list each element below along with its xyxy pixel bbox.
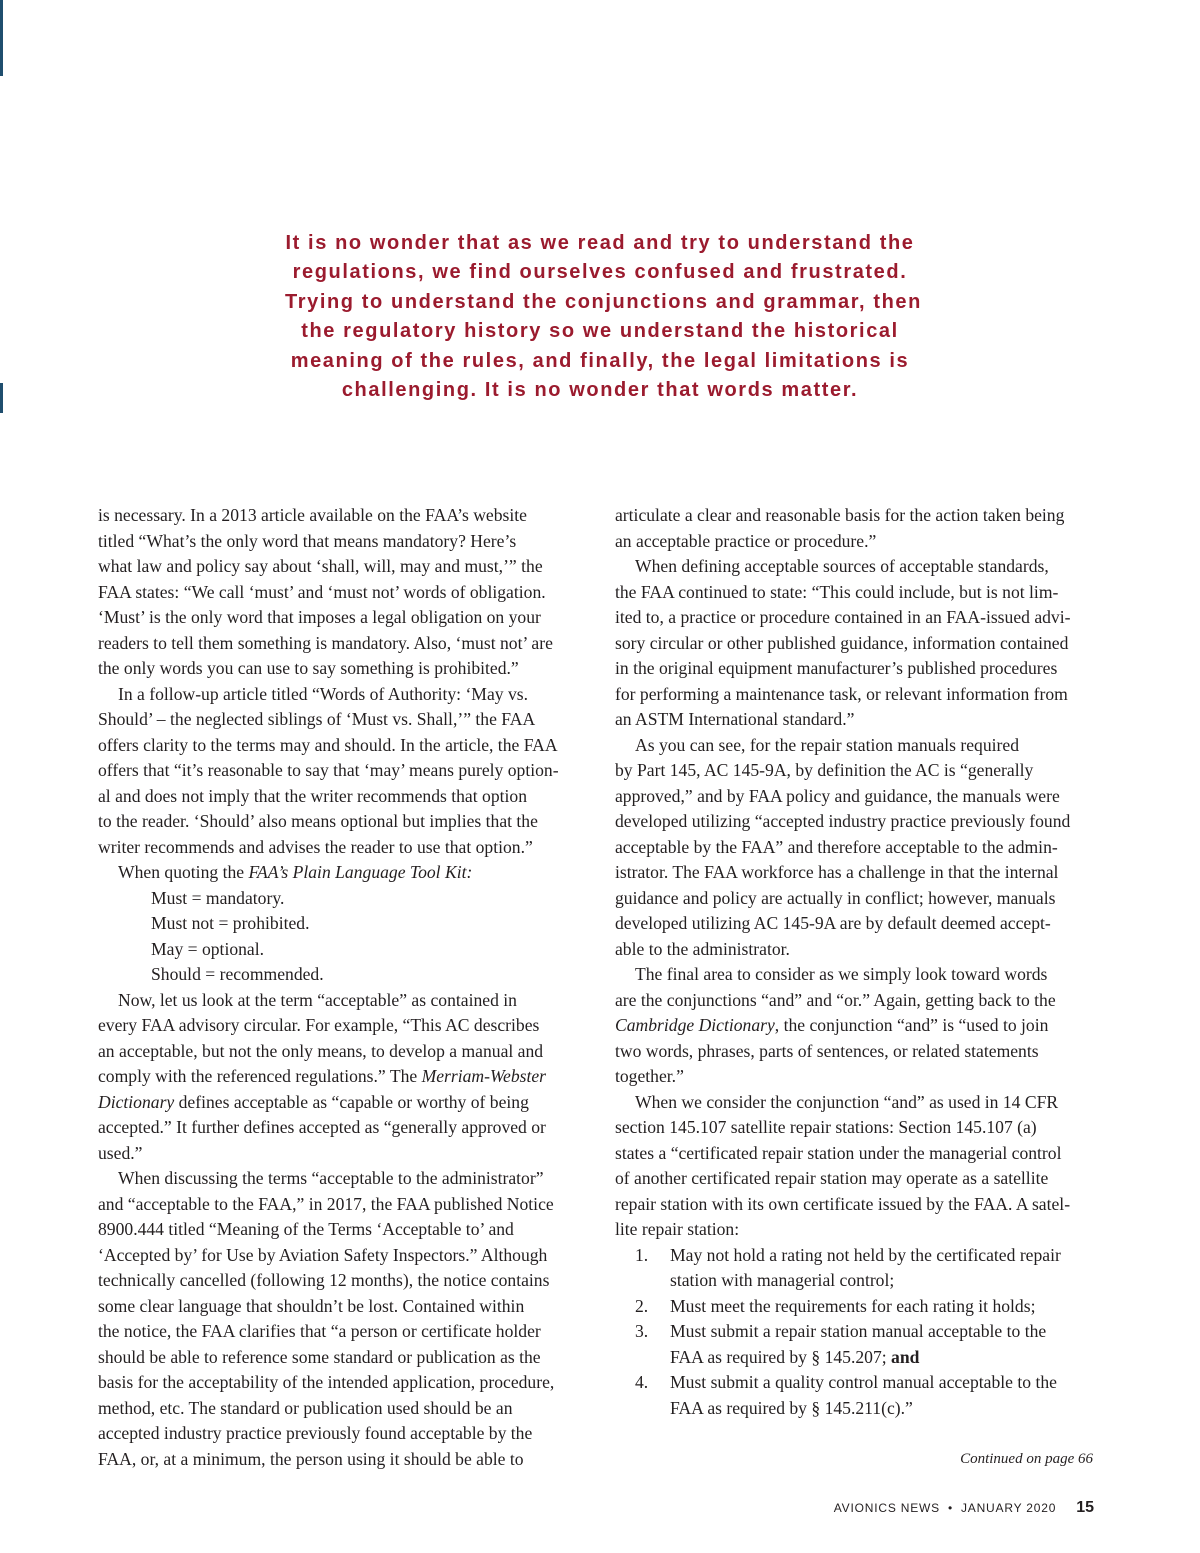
text-line: the FAA continued to state: “This could include, but is not lim- — [615, 581, 1059, 602]
paragraph-words-of-authority — [98, 682, 598, 861]
edge-marker-top — [0, 0, 3, 76]
book-title: Merriam-Webster — [421, 1066, 547, 1086]
text-line: Must submit a quality control manual acceptable to the — [670, 1372, 1057, 1392]
text-line: section 145.107 satellite repair stations: Section 145.107 (a) — [615, 1117, 1037, 1137]
text-line: al and does not imply that the writer recommends that option — [98, 785, 527, 806]
text-line: Must meet the requirements for each rating it holds; — [670, 1295, 1036, 1316]
text-line: articulate a clear and reasonable basis for the action taken being — [615, 505, 1065, 525]
text-line: every FAA advisory circular. For example, “This AC describes — [98, 1015, 540, 1035]
continued-note: Continued on page 66 — [960, 1451, 1093, 1467]
paragraph-acceptable-sources — [615, 554, 1105, 733]
text-run: When quoting the — [118, 862, 249, 882]
text-line: ‘Accepted by’ for Use by Aviation Safety Inspectors.” Although — [98, 1244, 548, 1265]
list-item — [615, 1319, 1105, 1370]
pull-quote-line: meaning of the rules, and finally, the legal limitations is — [290, 349, 910, 372]
text-line: FAA as required by § 145.211(c).” — [670, 1397, 913, 1418]
text-line: guidance and policy are actually in conflict; however, manuals — [615, 887, 1056, 908]
text-line: in the original equipment manufacturer’s published procedures — [615, 658, 1058, 678]
text-line: an acceptable practice or procedure.” — [615, 530, 877, 551]
text-line: for performing a maintenance task, or relevant information from — [615, 683, 1068, 704]
text-line: to the reader. ‘Should’ also means optional but implies that the — [98, 811, 538, 831]
footer-separator: • — [947, 1501, 953, 1515]
text-line — [670, 1345, 1105, 1371]
pull-quote — [285, 229, 922, 405]
text-line: accepted industry practice previously found acceptable by the — [98, 1423, 533, 1443]
text-line: some clear language that shouldn’t be lost. Contained within — [98, 1295, 525, 1316]
pull-quote-line: challenging. It is no wonder that words matter. — [341, 379, 859, 402]
text-line: states a “certificated repair station under the managerial control — [615, 1142, 1062, 1163]
text-line: of another certificated repair station may operate as a satellite — [615, 1168, 1049, 1188]
text-line — [98, 1064, 598, 1090]
text-line: an ASTM International standard.” — [615, 709, 855, 729]
book-title: FAA’s Plain Language Tool Kit: — [248, 862, 473, 882]
list-item — [615, 1370, 1105, 1421]
edge-marker-middle — [0, 383, 3, 413]
text-line: 8900.444 titled “Meaning of the Terms ‘Acceptable to’ and — [98, 1219, 514, 1239]
issue-date: JANUARY 2020 — [960, 1501, 1057, 1515]
definition-item: Must not = prohibited. — [151, 913, 310, 933]
text-line: ited to, a practice or procedure contained in an FAA-issued advi- — [615, 607, 1071, 627]
text-line: offers that “it’s reasonable to say that ‘may’ means purely option- — [98, 760, 559, 780]
page-footer — [834, 1499, 1094, 1517]
text-line: the notice, the FAA clarifies that “a person or certificate holder — [98, 1321, 541, 1341]
text-line: FAA, or, at a minimum, the person using it should be able to — [98, 1448, 524, 1469]
pull-quote-line: It is no wonder that as we read and try to understand the — [285, 232, 915, 254]
text-line: an acceptable, but not the only means, to develop a manual and — [98, 1040, 544, 1061]
definition-list — [98, 886, 598, 988]
text-line: When we consider the conjunction “and” as used in 14 CFR — [635, 1091, 1059, 1112]
text-line: istrator. The FAA workforce has a challenge in that the internal — [615, 862, 1059, 882]
text-line: Must submit a repair station manual acceptable to the — [670, 1321, 1047, 1341]
text-line: Now, let us look at the term “acceptable” as contained in — [118, 989, 517, 1010]
paragraph-repair-manuals — [615, 733, 1105, 963]
text-line: FAA states: “We call ‘must’ and ‘must not’ words of obligation. — [98, 581, 546, 602]
paragraph-articulate — [615, 503, 1105, 554]
text-line: used.” — [98, 1142, 143, 1163]
text-run: comply with the referenced regulations.” The — [98, 1066, 422, 1086]
requirements-list — [615, 1243, 1105, 1422]
text-line: accepted.” It further defines accepted as “generally approved or — [98, 1117, 546, 1137]
paragraph-acceptable — [98, 988, 598, 1167]
text-line: and “acceptable to the FAA,” in 2017, the FAA published Notice — [98, 1193, 554, 1214]
text-line: should be able to reference some standard or publication as the — [98, 1346, 541, 1367]
paragraph-notice — [98, 1166, 598, 1472]
text-line: the only words you can use to say something is prohibited.” — [98, 658, 519, 678]
definition-item: Should = recommended. — [151, 964, 324, 984]
list-number: 2. — [635, 1295, 649, 1316]
list-item — [615, 1294, 1105, 1320]
paragraph-faa-must — [98, 503, 598, 682]
pull-quote-line: Trying to understand the conjunctions and grammar, then — [285, 290, 922, 313]
text-line: technically cancelled (following 12 months), the notice contains — [98, 1270, 550, 1290]
paragraph-conjunctions — [615, 962, 1105, 1090]
text-line: what law and policy say about ‘shall, will, may and must,’” the — [98, 556, 543, 576]
left-column — [98, 503, 598, 1472]
text-line: two words, phrases, parts of sentences, or related statements — [615, 1040, 1039, 1061]
text-line: ‘Must’ is the only word that imposes a legal obligation on your — [98, 607, 541, 627]
right-column — [615, 503, 1105, 1421]
text-line: approved,” and by FAA policy and guidance, the manuals were — [615, 785, 1060, 806]
text-line: In a follow-up article titled “Words of Authority: ‘May vs. — [118, 683, 528, 704]
text-line: repair station with its own certificate issued by the FAA. A satel- — [615, 1193, 1071, 1214]
paragraph-tool-kit — [98, 860, 598, 886]
text-line: offers clarity to the terms may and should. In the article, the FAA — [98, 734, 558, 755]
text-line — [98, 1090, 598, 1116]
text-run: defines acceptable as “capable or worthy of being — [174, 1091, 529, 1112]
text-line: developed utilizing AC 145-9A are by default deemed accept- — [615, 913, 1051, 933]
text-line: titled “What’s the only word that means mandatory? Here’s — [98, 530, 517, 551]
text-line: basis for the acceptability of the intended application, procedure, — [98, 1372, 555, 1392]
text-line: The final area to consider as we simply look toward words — [635, 964, 1048, 984]
text-line: is necessary. In a 2013 article available on the FAA’s website — [98, 505, 527, 525]
list-number: 4. — [635, 1372, 649, 1392]
text-line: able to the administrator. — [615, 938, 790, 959]
text-line: readers to tell them something is mandatory. Also, ‘must not’ are — [98, 632, 553, 653]
list-item — [615, 1243, 1105, 1294]
text-line: method, etc. The standard or publication used should be an — [98, 1397, 513, 1418]
paragraph-satellite-stations — [615, 1090, 1105, 1243]
text-line — [615, 1013, 1105, 1039]
text-line: Should’ – the neglected siblings of ‘Must vs. Shall,’” the FAA — [98, 709, 536, 729]
text-line: together.” — [615, 1066, 684, 1086]
text-line: by Part 145, AC 145-9A, by definition the AC is “generally — [615, 760, 1034, 780]
list-number: 3. — [635, 1321, 649, 1341]
text-line: sory circular or other published guidance, information contained — [615, 632, 1069, 653]
pull-quote-line: regulations, we find ourselves confused and frustrated. — [292, 261, 908, 284]
emphasis-and: and — [891, 1346, 920, 1367]
text-line: As you can see, for the repair station manuals required — [635, 734, 1019, 755]
pull-quote-line: the regulatory history so we understand the historical — [301, 320, 899, 343]
book-title: Cambridge Dictionary — [615, 1015, 775, 1035]
definition-item: May = optional. — [151, 938, 265, 959]
text-line: writer recommends and advises the reader to use that option.” — [98, 836, 533, 857]
text-line: developed utilizing “accepted industry practice previously found — [615, 811, 1071, 831]
page-number: 15 — [1076, 1499, 1094, 1516]
list-number: 1. — [635, 1244, 649, 1265]
publication-name: AVIONICS NEWS — [833, 1501, 940, 1515]
text-line: lite repair station: — [615, 1219, 740, 1239]
text-line: acceptable by the FAA” and therefore acceptable to the admin- — [615, 836, 1058, 857]
text-run: FAA as required by § 145.207; — [670, 1346, 892, 1367]
text-run: , the conjunction “and” is “used to join — [774, 1015, 1049, 1035]
definition-item: Must = mandatory. — [151, 887, 285, 908]
book-title: Dictionary — [98, 1091, 175, 1112]
text-line: May not hold a rating not held by the certificated repair — [670, 1244, 1061, 1265]
text-line: When discussing the terms “acceptable to the administrator” — [118, 1168, 544, 1188]
text-line: When defining acceptable sources of acceptable standards, — [635, 556, 1049, 576]
text-line: are the conjunctions “and” and “or.” Again, getting back to the — [615, 989, 1056, 1010]
text-line: station with managerial control; — [670, 1270, 895, 1290]
